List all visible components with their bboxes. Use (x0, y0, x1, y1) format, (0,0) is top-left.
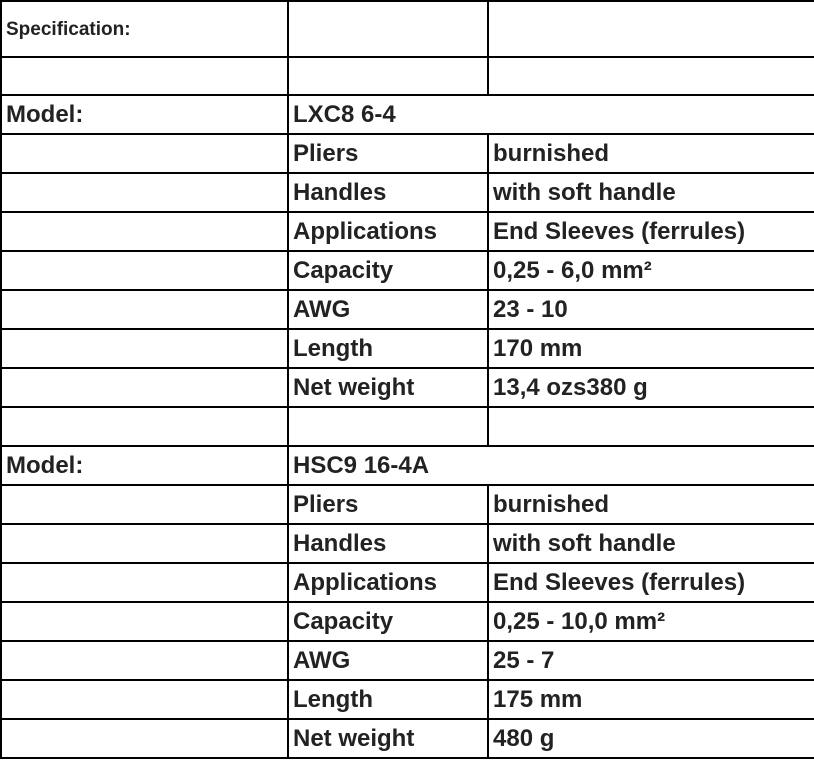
spec-row (1, 524, 814, 563)
empty-cell (1, 251, 288, 290)
spec-row (1, 563, 814, 602)
spec-key: Pliers (288, 485, 488, 524)
spec-key: Applications (288, 212, 488, 251)
spec-key: Length (288, 680, 488, 719)
empty-cell (1, 524, 288, 563)
spec-row (1, 719, 814, 758)
empty-cell (1, 641, 288, 680)
model-label: Model: (1, 446, 288, 485)
spec-value: burnished (488, 134, 814, 173)
model-row (1, 95, 814, 134)
model-name: LXC8 6-4 (288, 95, 814, 134)
spec-key: Net weight (288, 368, 488, 407)
spec-value: 175 mm (488, 680, 814, 719)
empty-cell (1, 680, 288, 719)
spec-row (1, 251, 814, 290)
spec-key: Capacity (288, 602, 488, 641)
spec-row (1, 641, 814, 680)
spec-value: burnished (488, 485, 814, 524)
spec-key: Net weight (288, 719, 488, 758)
spec-value: End Sleeves (ferrules) (488, 212, 814, 251)
spec-row (1, 602, 814, 641)
empty-cell (488, 407, 814, 446)
spacer-row (1, 407, 814, 446)
empty-cell (488, 57, 814, 95)
spec-key: AWG (288, 641, 488, 680)
spec-value: with soft handle (488, 173, 814, 212)
spec-key: Handles (288, 173, 488, 212)
empty-cell (288, 1, 488, 57)
empty-cell (1, 368, 288, 407)
spec-row (1, 485, 814, 524)
empty-cell (488, 1, 814, 57)
spec-value: 25 - 7 (488, 641, 814, 680)
spec-key: Length (288, 329, 488, 368)
spec-row (1, 329, 814, 368)
empty-cell (1, 173, 288, 212)
spec-value: 13,4 ozs380 g (488, 368, 814, 407)
empty-cell (1, 57, 288, 95)
empty-cell (1, 719, 288, 758)
model-row (1, 446, 814, 485)
empty-cell (1, 290, 288, 329)
spec-row (1, 290, 814, 329)
header-row (1, 1, 814, 57)
spacer-row (1, 57, 814, 95)
spec-value: 0,25 - 10,0 mm² (488, 602, 814, 641)
spec-key: Handles (288, 524, 488, 563)
empty-cell (1, 563, 288, 602)
empty-cell (1, 329, 288, 368)
spec-row (1, 680, 814, 719)
empty-cell (288, 57, 488, 95)
spec-value: 23 - 10 (488, 290, 814, 329)
spec-key: AWG (288, 290, 488, 329)
spec-key: Capacity (288, 251, 488, 290)
specification-title: Specification: (1, 1, 288, 57)
spec-key: Applications (288, 563, 488, 602)
spec-value: End Sleeves (ferrules) (488, 563, 814, 602)
spec-value: 0,25 - 6,0 mm² (488, 251, 814, 290)
spec-value: 170 mm (488, 329, 814, 368)
spec-row (1, 134, 814, 173)
spec-key: Pliers (288, 134, 488, 173)
spec-row (1, 368, 814, 407)
empty-cell (1, 485, 288, 524)
spec-row (1, 212, 814, 251)
empty-cell (1, 407, 288, 446)
spec-row (1, 173, 814, 212)
model-label: Model: (1, 95, 288, 134)
spec-value: with soft handle (488, 524, 814, 563)
empty-cell (1, 134, 288, 173)
model-name: HSC9 16-4A (288, 446, 814, 485)
empty-cell (1, 212, 288, 251)
empty-cell (1, 602, 288, 641)
empty-cell (288, 407, 488, 446)
spec-value: 480 g (488, 719, 814, 758)
